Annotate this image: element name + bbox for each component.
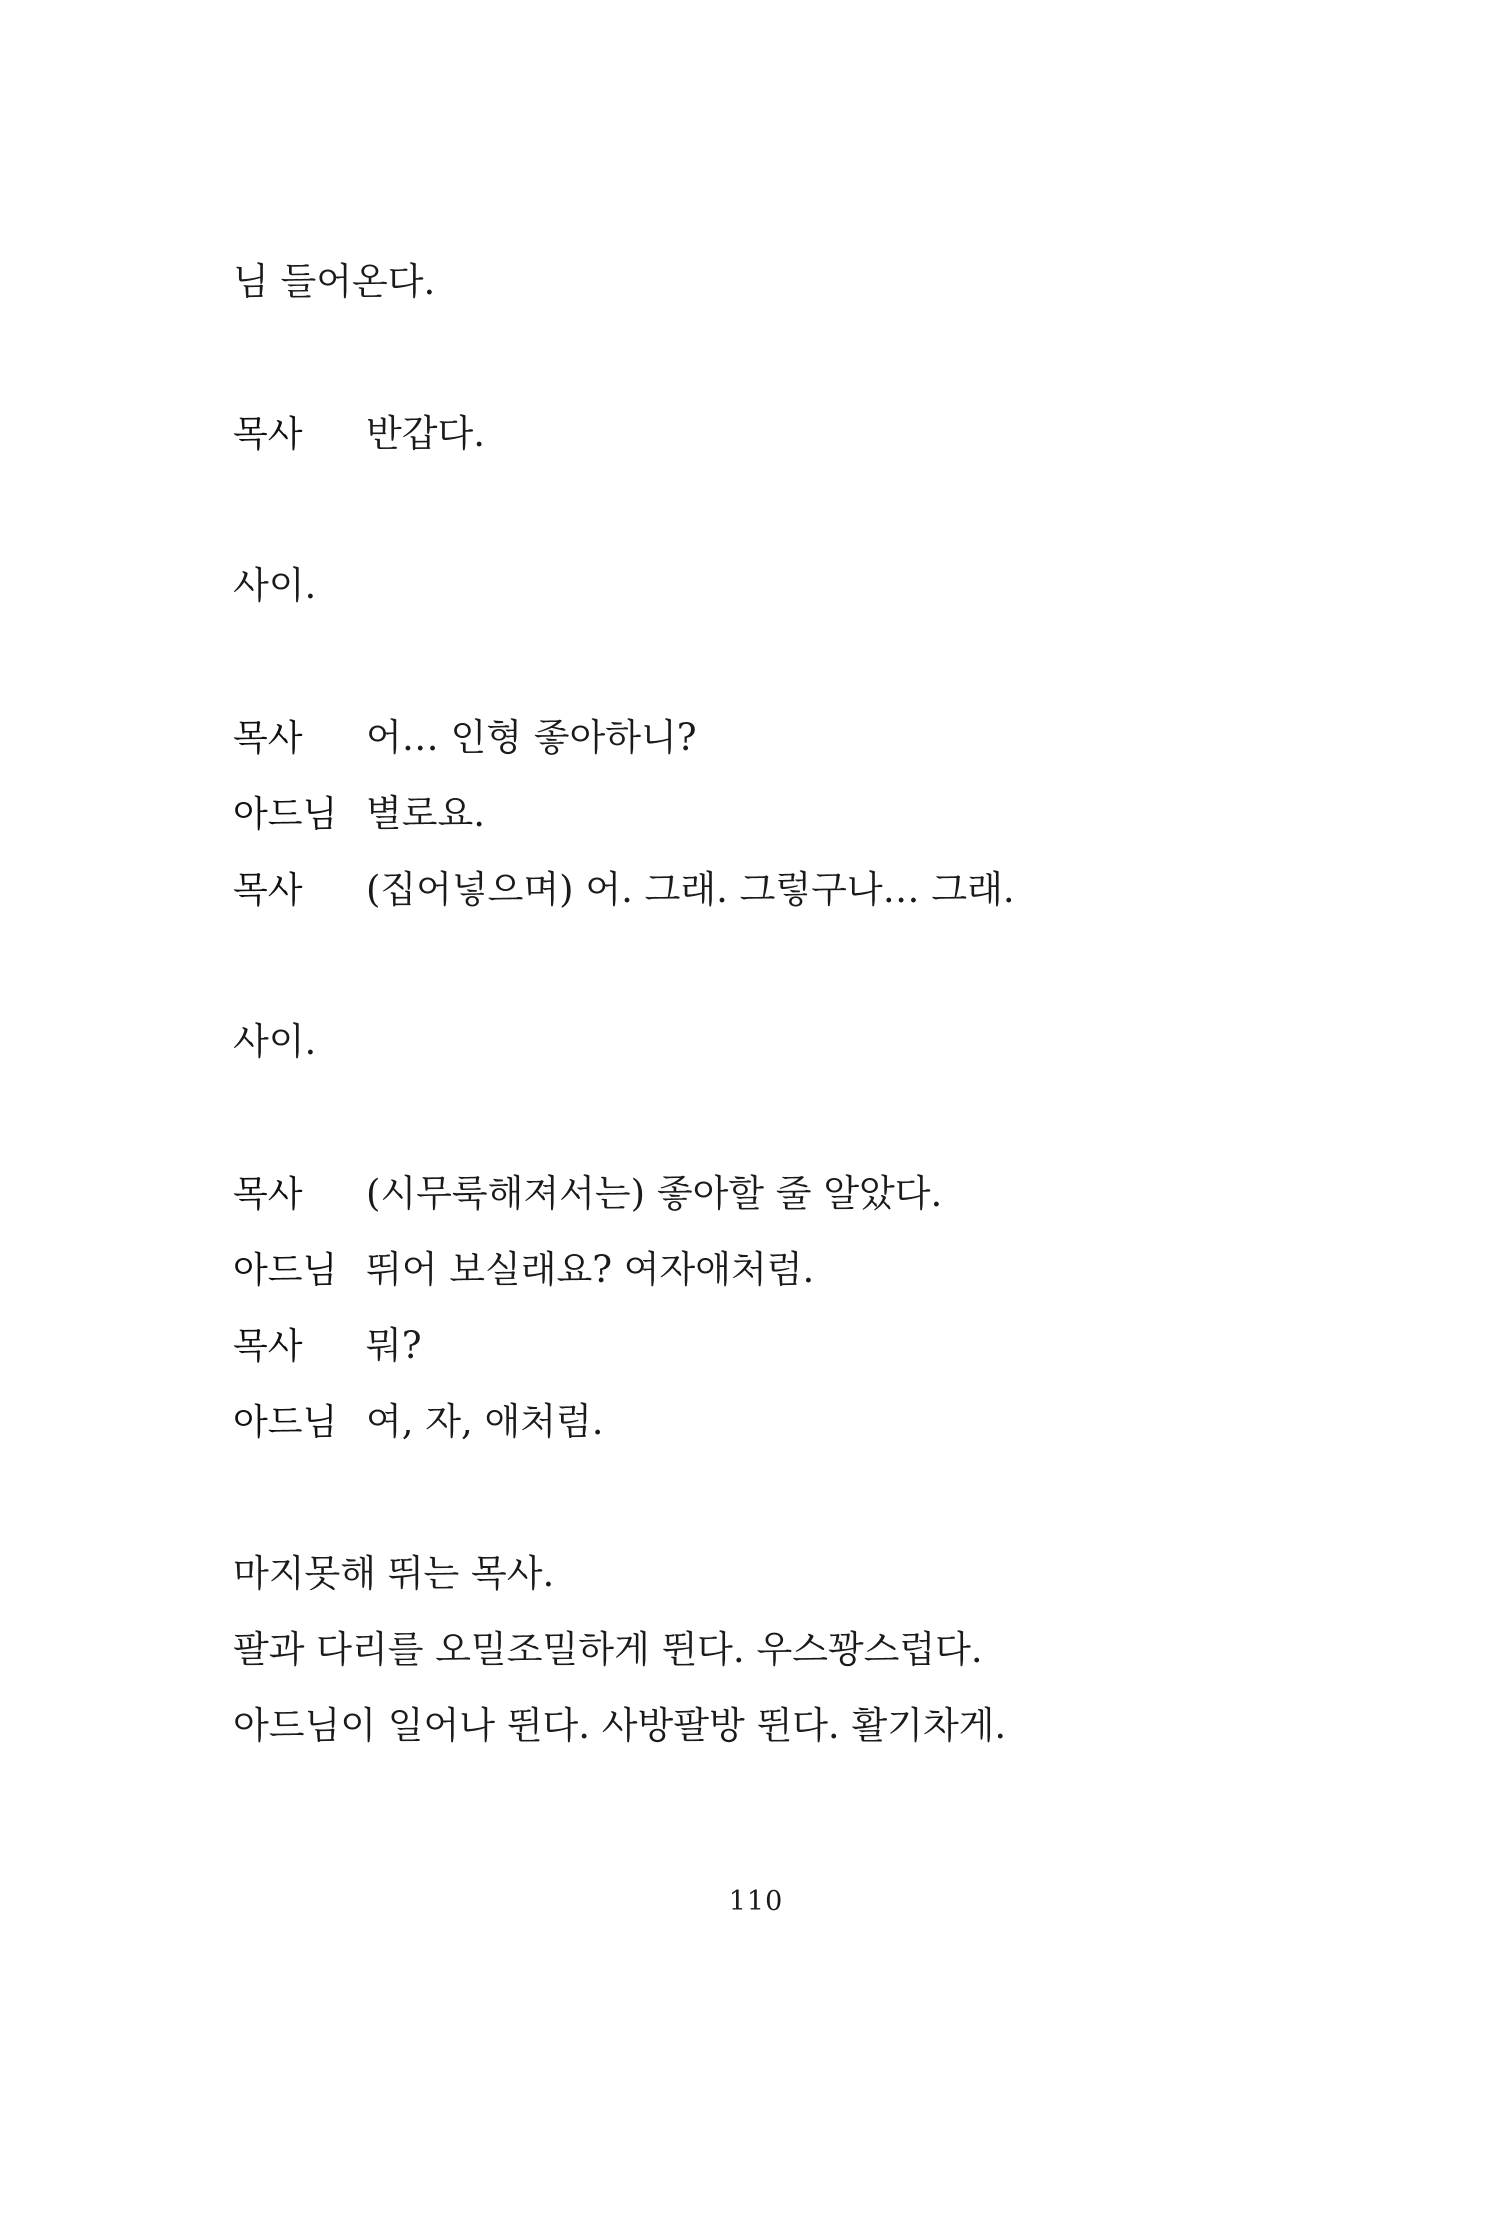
stage-direction-text: 아드님이 일어나 뛴다. 사방팔방 뛴다. 활기차게.	[233, 1704, 1007, 1747]
speaker-name: 아드님	[233, 794, 338, 835]
dialogue-text: (집어넣으며) 어. 그래. 그렇구나… 그래.	[366, 868, 1015, 911]
dialogue-text: 뭐?	[366, 1324, 422, 1367]
stage-direction	[233, 1626, 983, 1674]
stage-direction	[233, 1702, 1006, 1750]
dialogue-text: 어… 인형 좋아하니?	[366, 716, 697, 759]
dialogue-line	[233, 866, 1015, 915]
speaker-name: 목사	[233, 718, 303, 759]
stage-direction-text: 사이.	[233, 564, 317, 607]
stage-direction	[233, 258, 435, 306]
speaker-name: 목사	[233, 414, 303, 455]
stage-direction	[233, 1550, 554, 1598]
stage-direction-text: 팔과 다리를 오밀조밀하게 뛴다. 우스꽝스럽다.	[233, 1628, 983, 1671]
stage-direction-text: 님 들어온다.	[233, 260, 436, 303]
dialogue-line	[233, 1170, 942, 1219]
speaker-name: 목사	[233, 1326, 303, 1367]
stage-direction-text: 사이.	[233, 1020, 317, 1063]
dialogue-text: 여, 자, 애처럼.	[366, 1400, 604, 1443]
dialogue-line	[233, 790, 485, 839]
dialogue-text: 반갑다.	[366, 412, 485, 455]
dialogue-line	[233, 1322, 422, 1371]
dialogue-line	[233, 1398, 604, 1447]
speaker-name: 아드님	[233, 1402, 338, 1443]
dialogue-line	[233, 1246, 814, 1295]
speaker-name: 목사	[233, 1174, 303, 1215]
dialogue-line	[233, 714, 697, 763]
page-number: 110	[728, 1886, 784, 1917]
speaker-name: 목사	[233, 870, 303, 911]
dialogue-line	[233, 410, 485, 459]
stage-direction	[233, 1018, 316, 1066]
dialogue-text: 뛰어 보실래요? 여자애처럼.	[366, 1248, 815, 1291]
stage-direction-text: 마지못해 뛰는 목사.	[233, 1552, 555, 1595]
dialogue-text: (시무룩해져서는) 좋아할 줄 알았다.	[366, 1172, 943, 1215]
stage-direction	[233, 562, 316, 610]
speaker-name: 아드님	[233, 1250, 338, 1291]
dialogue-text: 별로요.	[366, 792, 485, 835]
